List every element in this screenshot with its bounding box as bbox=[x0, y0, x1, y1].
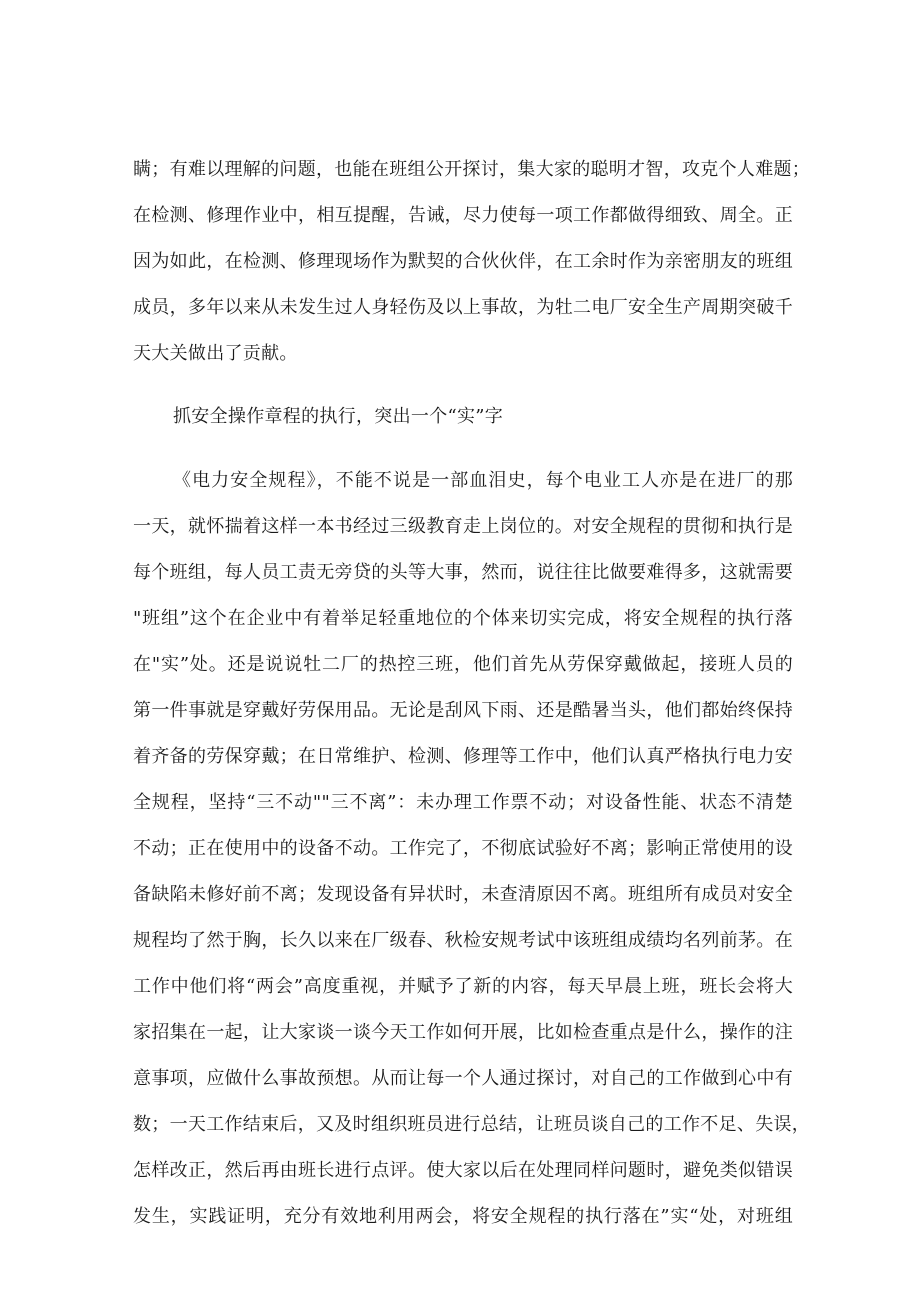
paragraph-line: 数；一天工作结束后，又及时组织班员进行总结，让班员谈自己的工作不足、失误， bbox=[133, 1114, 811, 1135]
paragraph-line: 备缺陷未修好前不离；发现设备有异状时，未查清原因不离。班组所有成员对安全 bbox=[133, 884, 793, 905]
paragraph-line: 发生，实践证明，充分有效地利用两会，将安全规程的执行落在”实“处，对班组 bbox=[133, 1206, 793, 1227]
paragraph-line: 《电力安全规程》，不能不说是一部血泪史，每个电业工人亦是在进厂的那 bbox=[173, 470, 793, 491]
paragraph-line: 天大关做出了贡献。 bbox=[133, 343, 298, 364]
paragraph-line: 在检测、修理作业中，相互提醒，告诫，尽力使每一项工作都做得细致、周全。正 bbox=[133, 205, 793, 226]
paragraph-line: 瞒；有难以理解的问题，也能在班组公开探讨，集大家的聪明才智，攻克个人难题； bbox=[133, 159, 811, 180]
paragraph-line: 规程均了然于胸，长久以来在厂级春、秋检安规考试中该班组成绩均名列前茅。在 bbox=[133, 930, 793, 951]
paragraph-line: 成员，多年以来从未发生过人身轻伤及以上事故，为牡二电厂安全生产周期突破千 bbox=[133, 297, 793, 318]
paragraph-line: 每个班组，每人员工责无旁贷的头等大事，然而，说往往比做要难得多，这就需要 bbox=[133, 562, 793, 583]
section-heading: 抓安全操作章程的执行，突出一个“实”字 bbox=[173, 406, 504, 427]
paragraph-line: 着齐备的劳保穿戴；在日常维护、检测、修理等工作中，他们认真严格执行电力安 bbox=[133, 746, 793, 767]
paragraph-line: 怎样改正，然后再由班长进行点评。使大家以后在处理同样问题时，避免类似错误 bbox=[133, 1160, 793, 1181]
paragraph-line: 在"实”处。还是说说牡二厂的热控三班，他们首先从劳保穿戴做起，接班人员的 bbox=[133, 654, 793, 675]
paragraph-line: 工作中他们将“两会”高度重视，并赋予了新的内容，每天早晨上班，班长会将大 bbox=[133, 976, 793, 997]
paragraph-line: 全规程，坚持“三不动""三不离”：未办理工作票不动；对设备性能、状态不清楚 bbox=[133, 792, 793, 813]
paragraph-line: 因为如此，在检测、修理现场作为默契的合伙伙伴，在工余时作为亲密朋友的班组 bbox=[133, 251, 793, 272]
paragraph-line: 意事项，应做什么事故预想。从而让每一个人通过探讨，对自己的工作做到心中有 bbox=[133, 1068, 793, 1089]
paragraph-line: 第一件事就是穿戴好劳保用品。无论是刮风下雨、还是酷暑当头，他们都始终保持 bbox=[133, 700, 793, 721]
paragraph-line: 家招集在一起，让大家谈一谈今天工作如何开展，比如检查重点是什么，操作的注 bbox=[133, 1022, 793, 1043]
paragraph-line: "班组”这个在企业中有着举足轻重地位的个体来切实完成，将安全规程的执行落 bbox=[133, 608, 793, 629]
paragraph-line: 不动；正在使用中的设备不动。工作完了，不彻底试验好不离；影响正常使用的设 bbox=[133, 838, 793, 859]
paragraph-line: 一天，就怀揣着这样一本书经过三级教育走上岗位的。对安全规程的贯彻和执行是 bbox=[133, 516, 793, 537]
